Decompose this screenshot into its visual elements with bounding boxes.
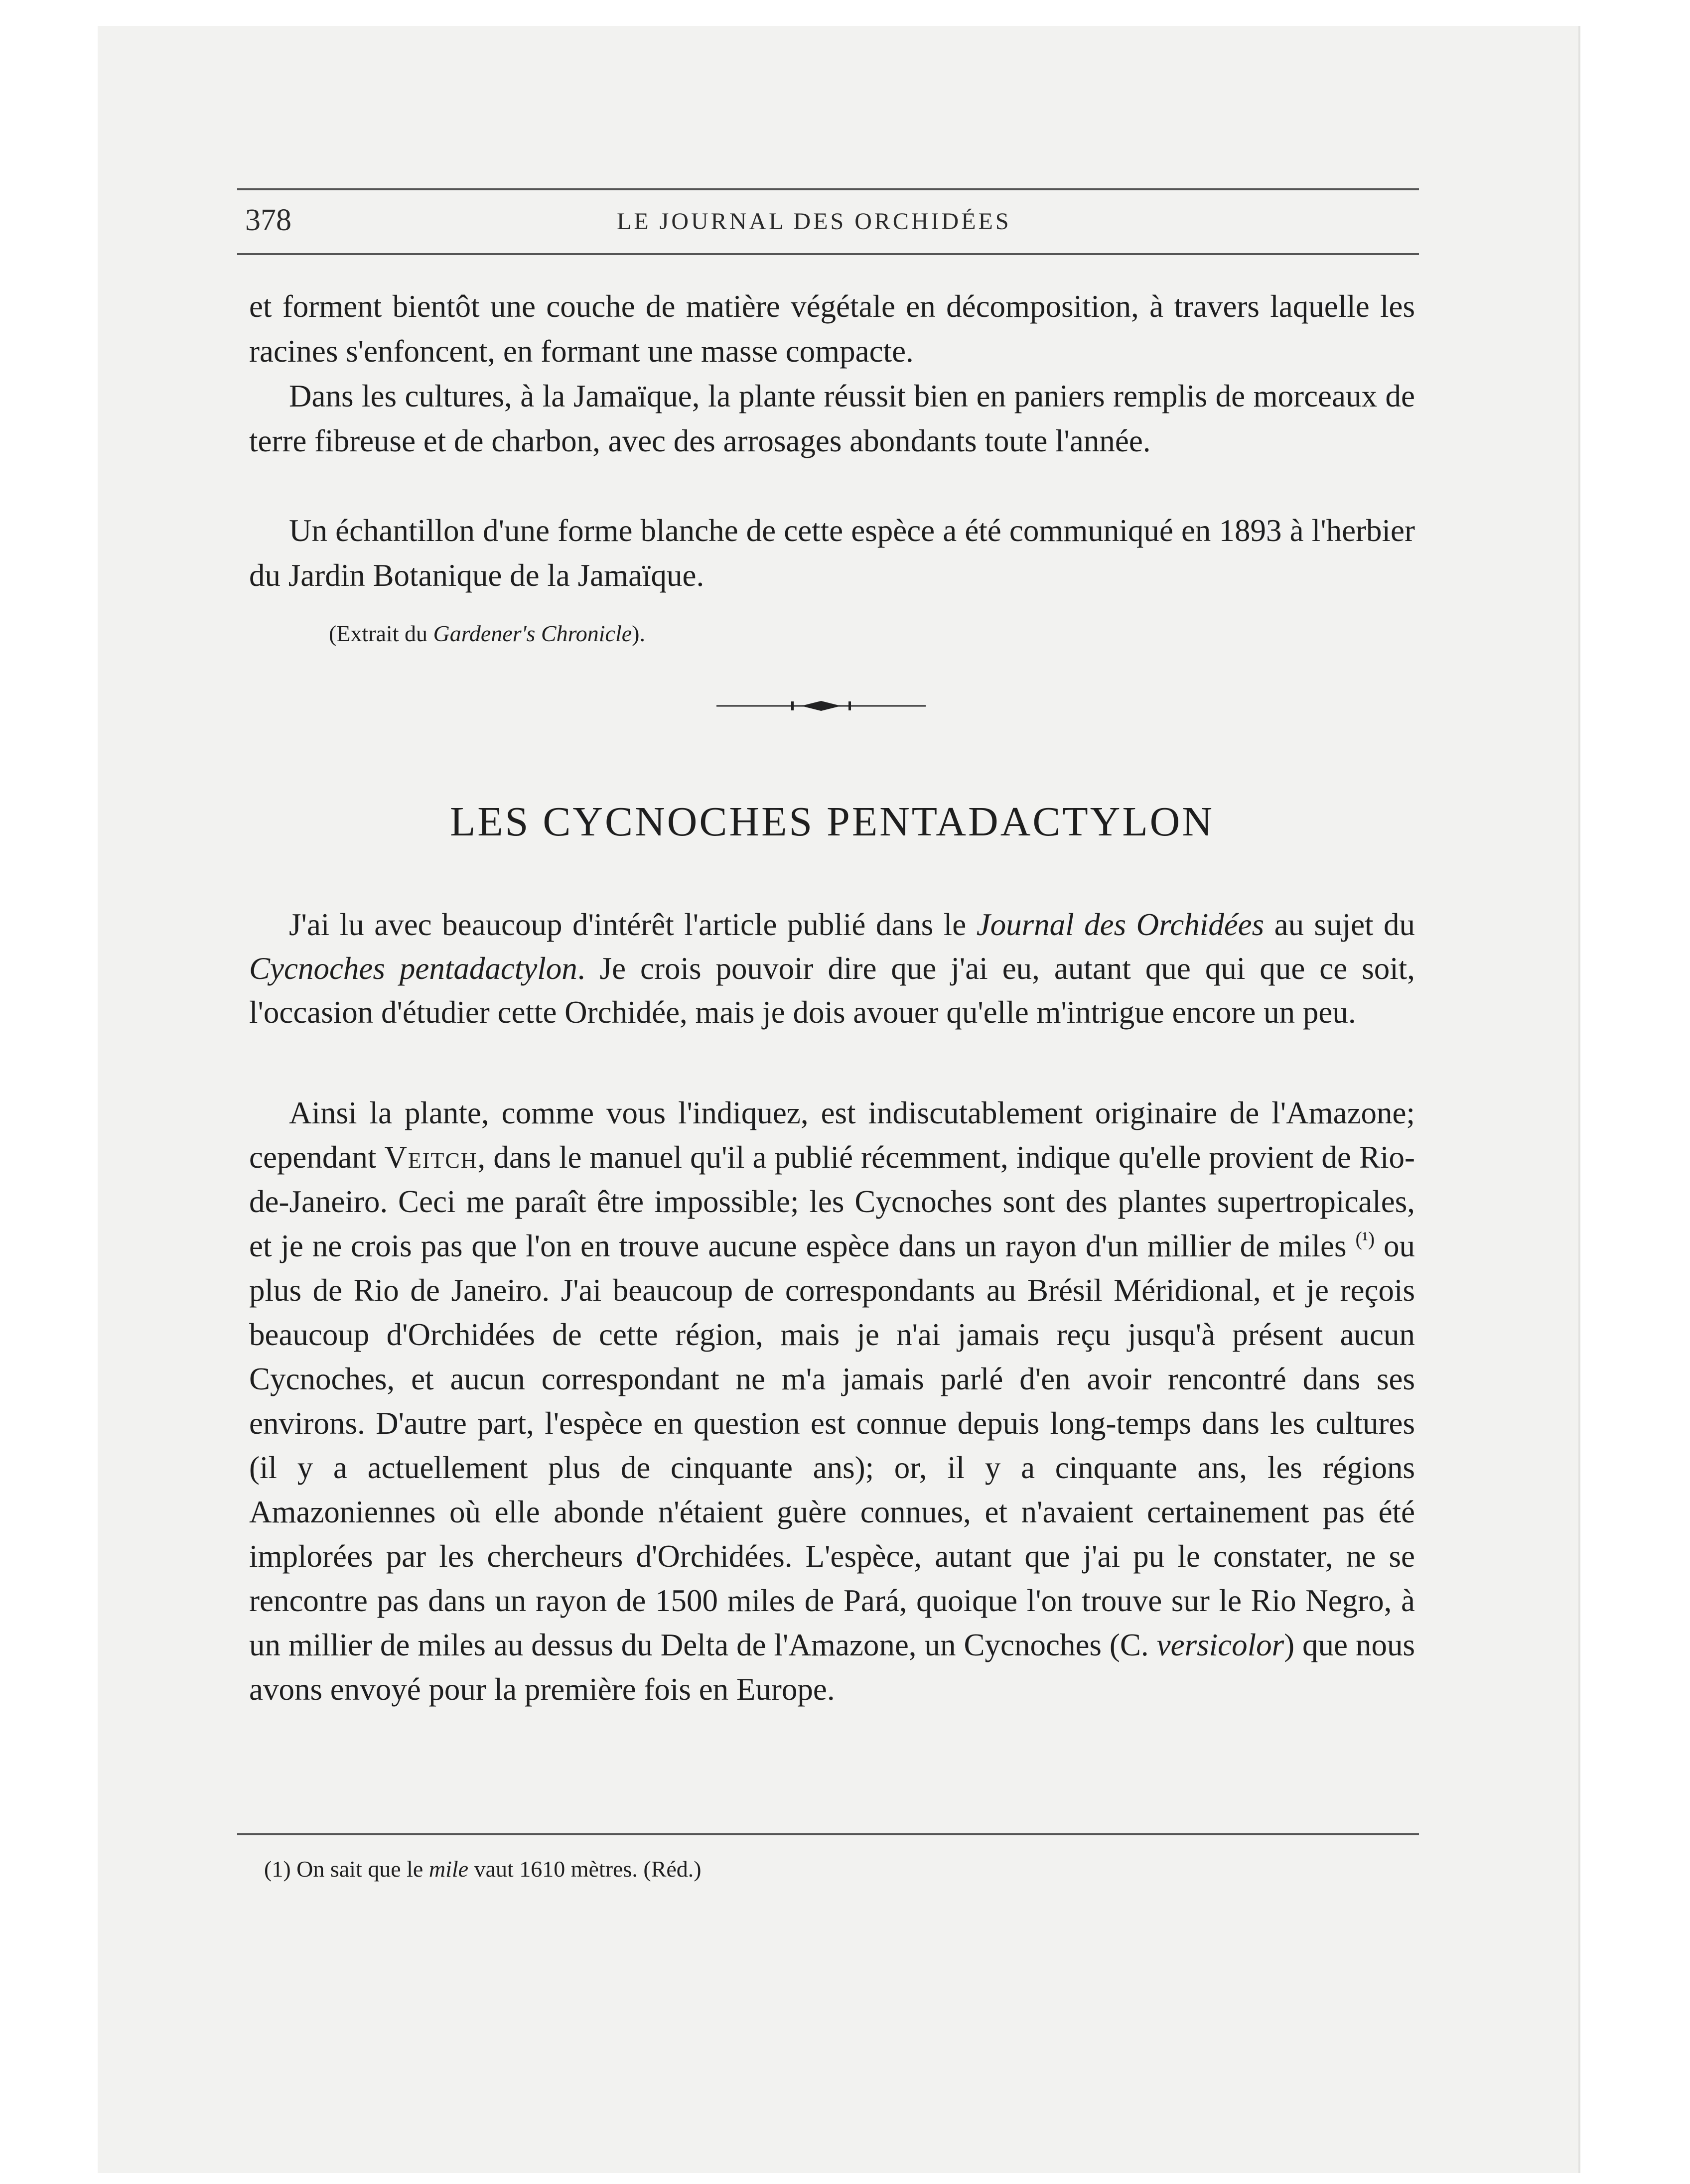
p5-text-c: ou plus de Rio de Janeiro. J'ai beaucoup de correspondants au Brésil Méridional, et je reçois beaucoup d'Orchidées de cette région, mais je n'ai jamais reçu jusqu'à présent aucun Cycnoches, et aucun correspondant ne m'a jamais parlé d'en avoir rencontré dans ses environs. D'autre part, l'espèce en question est connue depuis long-temps dans les cultures (il y a actuellement plus de cinquante ans); or, il y a cinquante ans, les régions Amazoniennes où elle abonde n'étaient guère connues, et n'avaient certainement pas été implorées par les chercheurs d'Orchidées. L'espèce, autant que j'ai pu le constater, ne se rencontre pas dans un rayon de 1500 miles de Pará, quoique l'on trouve sur le Rio Negro, à un millier de miles au dessus du Delta de l'Amazone, un Cycnoches bbox=[249, 1228, 1415, 1662]
paragraph-specimen: Un échantillon d'une forme blanche de cette espèce a été communiqué en 1893 à l'herbier du Jardin Botanique de la Jamaïque. bbox=[249, 513, 1415, 593]
source-citation bbox=[329, 614, 645, 654]
footnote bbox=[264, 1849, 702, 1889]
author-name-smallcaps: Veitch bbox=[384, 1140, 478, 1175]
p5-text-b: , dans le manuel qu'il a publié récemment, indique qu'elle provient de Rio-de-Janeiro. Ceci me paraît être impossible; les Cycnoches sont des plantes supertropicales, et je ne crois pas que l'on en trouve aucune espèce dans un rayon d'un millier de miles bbox=[249, 1140, 1415, 1263]
footnote-italic: mile bbox=[428, 1856, 469, 1882]
journal-title-italic: Journal des Orchidées bbox=[976, 907, 1265, 942]
header-rule-top bbox=[237, 188, 1419, 190]
article-title: LES CYCNOCHES PENTADACTYLON bbox=[450, 799, 1214, 845]
footnote-reference: (¹) bbox=[1355, 1228, 1375, 1250]
footnote-prefix: (1) On sait que le bbox=[264, 1856, 429, 1882]
source-journal-name: Gardener's Chronicle bbox=[433, 621, 632, 646]
p5-text-e: ) que nous avons envoyé pour la première fois en Europe. bbox=[249, 1628, 1415, 1707]
paragraph-intro bbox=[249, 903, 1415, 1034]
footnote-rule bbox=[237, 1833, 1419, 1835]
footnote-suffix: vaut 1610 mètres. (Réd.) bbox=[468, 1856, 702, 1882]
p5-text-d: (C. bbox=[1109, 1628, 1157, 1662]
species-name-italic: Cycnoches pentadactylon bbox=[249, 951, 577, 986]
section-divider-ornament bbox=[716, 698, 926, 713]
p5-text-a: Ainsi la plante, comme vous l'indiquez, est indiscutablement originaire de l'Amazone; cependant bbox=[249, 1095, 1415, 1175]
page-number: 378 bbox=[245, 203, 291, 237]
paragraph-origin bbox=[249, 1091, 1415, 1712]
source-suffix: ). bbox=[632, 621, 645, 646]
p4-text-b: au sujet du bbox=[1264, 907, 1415, 942]
paragraph-continuation: et forment bientôt une couche de matière végétale en décomposition, à travers laquelle les racines s'enfoncent, en formant une masse compacte. bbox=[249, 289, 1415, 369]
paragraph-cultivation: Dans les cultures, à la Jamaïque, la plante réussit bien en paniers remplis de morceaux de terre fibreuse et de charbon, avec des arrosages abondants toute l'année. bbox=[249, 379, 1415, 458]
header-rule-bottom bbox=[237, 253, 1419, 255]
p4-text-a: J'ai lu avec beaucoup d'intérêt l'article publié dans le bbox=[289, 907, 977, 942]
source-prefix: (Extrait du bbox=[329, 621, 433, 646]
running-title: LE JOURNAL DES ORCHIDÉES bbox=[617, 208, 1011, 235]
species-versicolor-italic: versicolor bbox=[1156, 1628, 1284, 1662]
p4-text-c: . Je crois pouvoir dire que j'ai eu, autant que qui que ce soit, l'occasion d'étudier cette Orchidée, mais je dois avouer qu'elle m'intrigue encore un peu. bbox=[249, 951, 1415, 1030]
